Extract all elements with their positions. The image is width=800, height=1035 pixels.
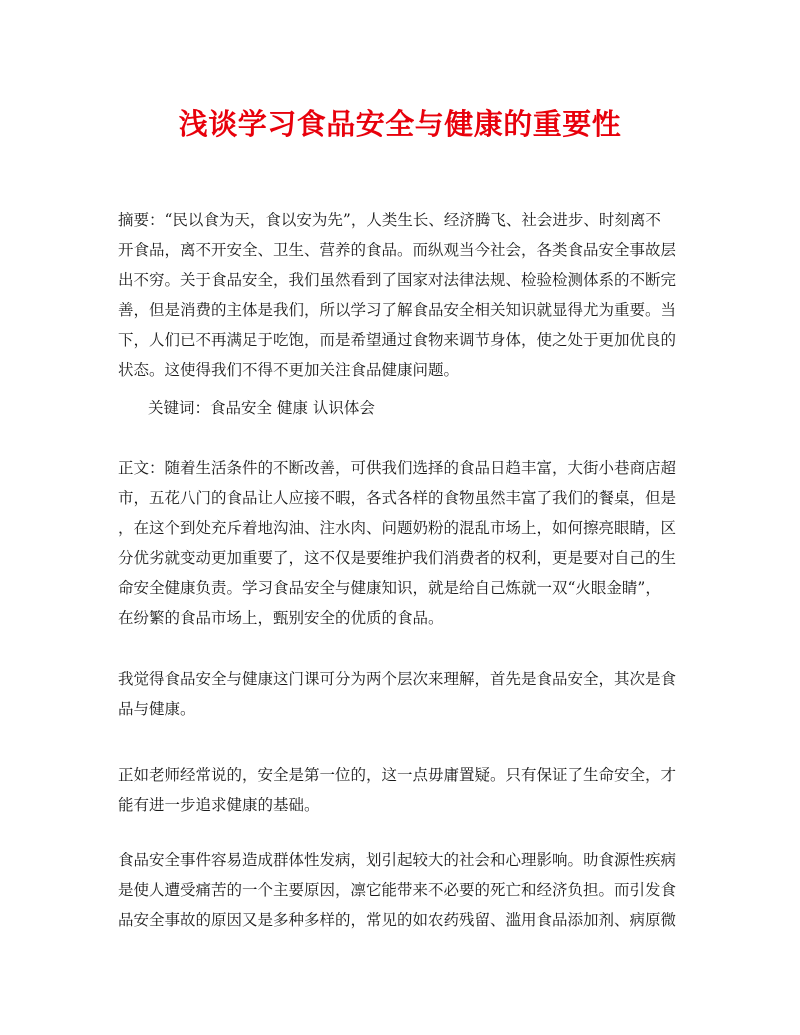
abstract-line: 下，人们已不再满足于吃饱，而是希望通过食物来调节身体，使之处于更加优良的: [118, 331, 677, 349]
paragraph-line: 命安全健康负责。学习食品安全与健康知识，就是给自己炼就一双“火眼金睛”，: [118, 579, 661, 597]
document-title: 浅谈学习食品安全与健康的重要性: [178, 107, 622, 141]
paragraph-line: 我觉得食品安全与健康这门课可分为两个层次来理解，首先是食品安全，其次是食: [118, 670, 677, 688]
keywords-text: 关键词：食品安全 健康 认识体会: [148, 399, 375, 417]
body-paragraph-4: [118, 845, 684, 935]
paragraph-line: 在纷繁的食品市场上，甄别安全的优质的食品。: [118, 609, 444, 627]
body-paragraph-2: [118, 664, 684, 724]
abstract-line: 善，但是消费的主体是我们，所以学习了解食品安全相关知识就显得尤为重要。当: [118, 301, 677, 319]
paragraph-line: 市，五花八门的食品让人应接不暇，各式各样的食物虽然丰富了我们的餐桌，但是: [118, 489, 677, 507]
paragraph-line: 正如老师经常说的，安全是第一位的，这一点毋庸置疑。只有保证了生命安全，才: [118, 766, 677, 784]
body-paragraph-3: [118, 760, 684, 820]
paragraph-line: 分优劣就变动更加重要了，这不仅是要维护我们消费者的权利，更是要对自己的生: [118, 549, 677, 567]
abstract-line: 开食品，离不开安全、卫生、营养的食品。而纵观当今社会，各类食品安全事故层: [118, 241, 677, 259]
body-paragraph-1: [118, 453, 684, 633]
abstract-line: 摘要：“民以食为天，食以安为先”，人类生长、经济腾飞、社会进步、时刻离不: [118, 211, 661, 229]
paragraph-line: ，在这个到处充斥着地沟油、注水肉、问题奶粉的混乱市场上，如何擦亮眼睛，区: [118, 519, 677, 537]
paragraph-line: 品安全事故的原因又是多种多样的，常见的如农药残留、滥用食品添加剂、病原微: [118, 911, 677, 929]
abstract-line: 出不穷。关于食品安全，我们虽然看到了国家对法律法规、检验检测体系的不断完: [118, 271, 677, 289]
paragraph-line: 是使人遭受痛苦的一个主要原因，凛它能带来不必要的死亡和经济负担。而引发食: [118, 881, 677, 899]
keywords-line: [148, 393, 684, 423]
paragraph-line: 能有进一步追求健康的基础。: [118, 796, 320, 814]
paragraph-line: 食品安全事件容易造成群体性发病，划引起较大的社会和心理影响。㫑食源性疾病: [118, 851, 677, 869]
abstract-paragraph: [118, 205, 684, 385]
abstract-line: 状态。这使得我们不得不更加关注食品健康问题。: [118, 361, 460, 379]
paragraph-line: 正文：随着生活条件的不断改善，可供我们选择的食品日趋丰富，大街小巷商店超: [118, 459, 677, 477]
paragraph-line: 品与健康。: [118, 700, 196, 718]
